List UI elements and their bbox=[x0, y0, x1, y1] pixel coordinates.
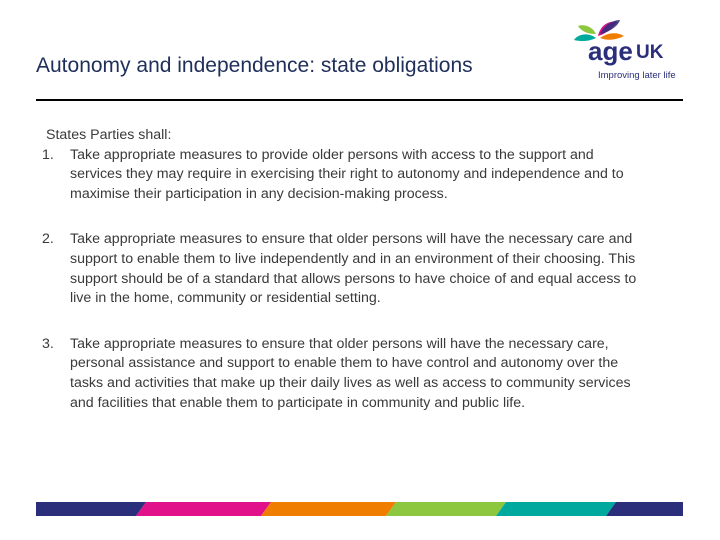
obligations-list bbox=[38, 146, 638, 414]
list-item-number: 3. bbox=[42, 335, 54, 352]
list-item bbox=[38, 230, 638, 308]
logo-wordmark-suffix: UK bbox=[636, 42, 664, 63]
list-item bbox=[38, 335, 638, 413]
stripe-segment-pink bbox=[136, 502, 271, 516]
stripe-segment-navy bbox=[36, 502, 146, 516]
stripe-segment-navy-end bbox=[606, 502, 683, 516]
brand-color-stripe bbox=[36, 502, 683, 516]
list-item-text: Take appropriate measures to ensure that older persons will have the necessary care and support to enable them to live independently and in an environment of their choosing. This support should be of a standard that allows persons to have choice of and equal access to live in the home, community or residential setting. bbox=[70, 231, 637, 307]
list-item-text: Take appropriate measures to ensure that older persons will have the necessary care, personal assistance and support to enable them to have control and autonomy over the tasks and activities that make up their daily lives as well as access to community services and facilities that enable them to participate in community and public life. bbox=[70, 335, 631, 411]
list-item-number: 1. bbox=[42, 146, 54, 163]
title-divider bbox=[36, 99, 683, 101]
slide-title: Autonomy and independence: state obligations bbox=[36, 54, 473, 77]
age-uk-logo-graphic bbox=[570, 18, 690, 84]
stripe-segment-green bbox=[386, 502, 506, 516]
stripe-segment-orange bbox=[261, 502, 396, 516]
slide-body bbox=[38, 126, 638, 413]
list-item-text: Take appropriate measures to provide older persons with access to the support and services they may require in exercising their right to autonomy and independence and to maximise their participation in any decision-making process. bbox=[70, 146, 624, 202]
logo-petal-green bbox=[578, 25, 596, 34]
list-item bbox=[38, 146, 638, 205]
list-item-number: 2. bbox=[42, 231, 54, 248]
stripe-segment-teal bbox=[496, 502, 616, 516]
age-uk-logo bbox=[570, 18, 690, 84]
logo-wordmark: age bbox=[588, 36, 633, 66]
logo-tagline: Improving later life bbox=[598, 70, 676, 81]
intro-text: States Parties shall: bbox=[46, 127, 172, 143]
